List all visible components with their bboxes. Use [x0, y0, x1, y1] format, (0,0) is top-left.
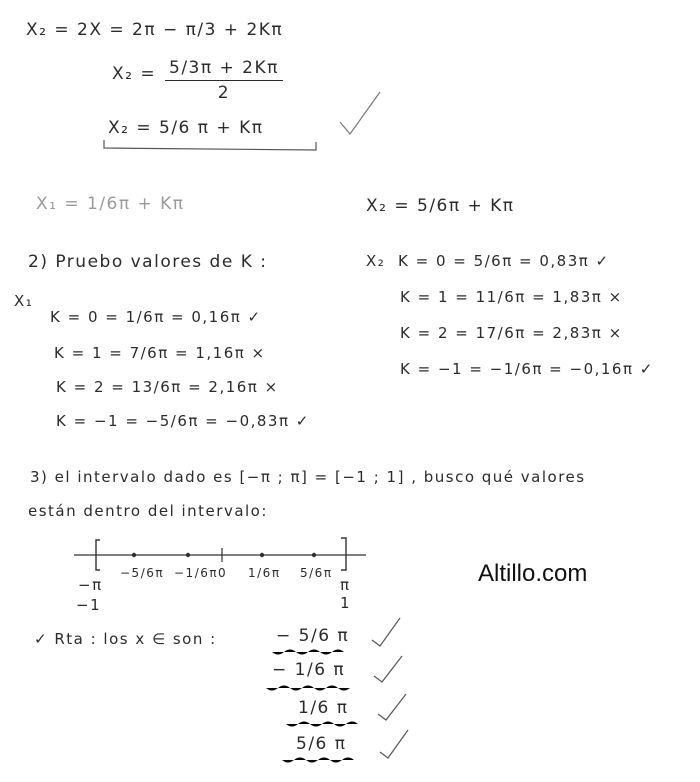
x1-row: K = −1 = −5/6π = −0,83π ✓ — [56, 412, 310, 430]
wavy-underline — [282, 758, 354, 763]
wavy-underline — [266, 686, 350, 691]
x2-row: K = −1 = −1/6π = −0,16π ✓ — [400, 360, 654, 378]
fraction-numerator: 5/3π + 2Kπ — [169, 58, 279, 78]
check-mark-icon — [374, 656, 402, 682]
wavy-underline — [286, 722, 358, 727]
axis-label: 5/6π — [300, 566, 333, 580]
check-mark-icon — [340, 92, 380, 134]
axis-label: −5/6π — [120, 566, 165, 580]
eq-x2-result: X₂ = 5/6 π + Kπ — [108, 118, 264, 138]
x2-label: X₂ — [366, 252, 386, 270]
left-bracket — [96, 540, 100, 570]
interval-left-pi: −π — [78, 576, 103, 594]
x1-label: X₁ — [14, 292, 34, 310]
x2-row: K = 1 = 11/6π = 1,83π × — [400, 288, 623, 306]
answer-value: − 5/6 π — [276, 626, 350, 646]
point-1-6-pi — [260, 553, 264, 557]
watermark-text: Altillo.com — [478, 560, 588, 587]
x2-row: K = 2 = 17/6π = 2,83π × — [400, 324, 623, 342]
solution-x2: X₂ = 5/6π + Kπ — [366, 196, 515, 216]
check-mark-icon — [372, 618, 400, 646]
answer-value: 5/6 π — [296, 734, 347, 754]
eq-x2-lhs: X₂ = — [112, 64, 157, 84]
section-2-heading: 2) Pruebo valores de K : — [28, 252, 268, 272]
point-neg-5-6-pi — [132, 553, 136, 557]
axis-label: 1/6π — [248, 566, 281, 580]
interval-right-value: 1 — [340, 594, 352, 612]
answer-value: 1/6 π — [298, 698, 349, 718]
axis-label: 0 — [218, 566, 228, 580]
check-mark-icon — [380, 730, 408, 758]
x1-row: K = 2 = 13/6π = 2,16π × — [56, 378, 279, 396]
wavy-underline — [272, 650, 344, 655]
fraction-denominator: 2 — [217, 83, 231, 104]
check-mark-icon — [378, 694, 406, 720]
x1-row: K = 1 = 7/6π = 1,16π × — [54, 344, 266, 362]
interval-left-value: −1 — [76, 596, 102, 614]
section-3-line-1: 3) el intervalo dado es [−π ; π] = [−1 ; 1] , busco qué valores — [30, 468, 586, 486]
interval-right-pi: π — [340, 576, 351, 594]
point-neg-1-6-pi — [186, 553, 190, 557]
point-5-6-pi — [312, 553, 316, 557]
section-3-line-2: están dentro del intervalo: — [28, 502, 268, 520]
x1-row: K = 0 = 1/6π = 0,16π ✓ — [50, 308, 262, 326]
answer-label: ✓ Rta : los x ∈ son : — [34, 630, 217, 648]
right-bracket — [341, 538, 346, 570]
result-underline — [104, 140, 316, 150]
solution-x1: X₁ = 1/6π + Kπ — [36, 194, 185, 214]
axis-label: −1/6π — [174, 566, 219, 580]
x2-row: K = 0 = 5/6π = 0,83π ✓ — [398, 252, 610, 270]
eq-x2-derivation: X₂ = 2X = 2π − π/3 + 2Kπ — [26, 20, 284, 40]
answer-value: − 1/6 π — [272, 660, 346, 680]
eq-x2-fraction — [165, 58, 283, 103]
